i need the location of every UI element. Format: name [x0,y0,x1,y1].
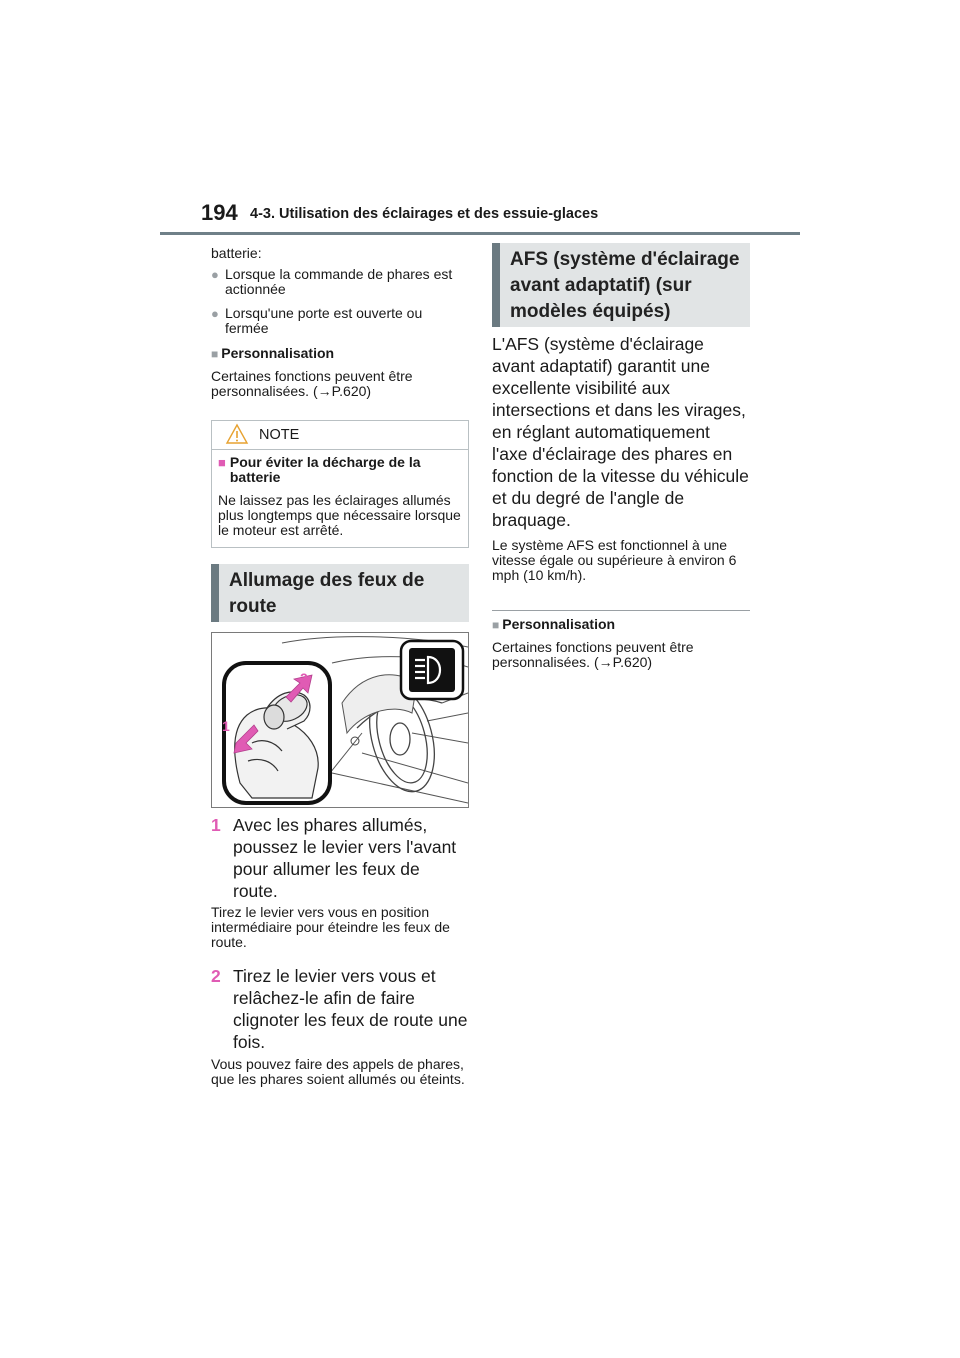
chapter-title: 4-3. Utilisation des éclairages et des essuie-glaces [250,206,599,222]
bullet-text: Lorsqu'une porte est ouverte ou fermée [225,305,423,336]
note-text: Ne laissez pas les éclairages allumés plus longtemps que nécessaire lorsque le moteur est arrêté. [218,492,461,538]
step-number: 2 [211,966,221,986]
figure-label-2: 2 [300,670,308,686]
step-text: Tirez le levier vers vous et relâchez-le afin de faire clignoter les feux de route une fois. [233,966,468,1052]
customization-heading: ■ Personnalisation [492,616,616,632]
bullet-icon: ● [211,267,219,282]
customization-text: Certaines fonctions peuvent être personnalisées. (→P.620) [492,639,694,670]
customization-heading: ■ Personnalisation [211,345,335,361]
square-icon: ■ [492,618,500,632]
warning-icon [225,423,249,445]
afs-speed-note: Le système AFS est fonctionnel à une vitesse égale ou supérieure à environ 6 mph (10 km/h). [492,537,737,583]
page-number: 194 [201,200,238,225]
note-title: ■ Pour éviter la décharge de la batterie [218,454,421,485]
note-header [212,421,468,450]
header-rule [160,232,800,235]
bullet-text: Lorsque la commande de phares est actionnée [225,266,453,297]
square-icon: ■ [211,347,219,361]
section-heading-afs: AFS (système d'éclairage avant adaptatif) (sur modèles équipés) [492,243,750,327]
note-label: NOTE [259,427,300,443]
note-box [211,420,469,548]
bullet-icon: ● [211,306,219,321]
section-heading-high-beam: Allumage des feux de route [211,564,469,622]
figure-drawing [212,633,468,807]
customization-text: Certaines fonctions peuvent être personnalisées. (→P.620) [211,368,413,399]
high-beam-lever-illustration [211,632,469,808]
step-text: Avec les phares allumés, poussez le levier vers l'avant pour allumer les feux de route. [233,815,457,901]
afs-description: L'AFS (système d'éclairage avant adaptatif) garantit une excellente visibilité aux intersections et dans les virages, en réglant automatiquement l'axe d'éclairage des phares en fonction de la vitesse du véhicule et du degré de l'angle de braquage. [492,334,749,530]
square-icon: ■ [218,455,226,470]
high-beam-indicator [409,648,455,692]
step-2 [211,965,469,1053]
intro-text: batterie: [211,245,262,261]
step-2-note: Vous pouvez faire des appels de phares, que les phares soient allumés ou éteints. [211,1056,465,1087]
figure-label-1: 1 [222,718,230,734]
list-item [211,267,469,297]
step-1-note: Tirez le levier vers vous en position intermédiaire pour éteindre les feux de route. [211,904,450,950]
step-number: 1 [211,815,221,835]
step-1 [211,814,469,902]
list-item [211,306,469,336]
divider [492,610,750,611]
